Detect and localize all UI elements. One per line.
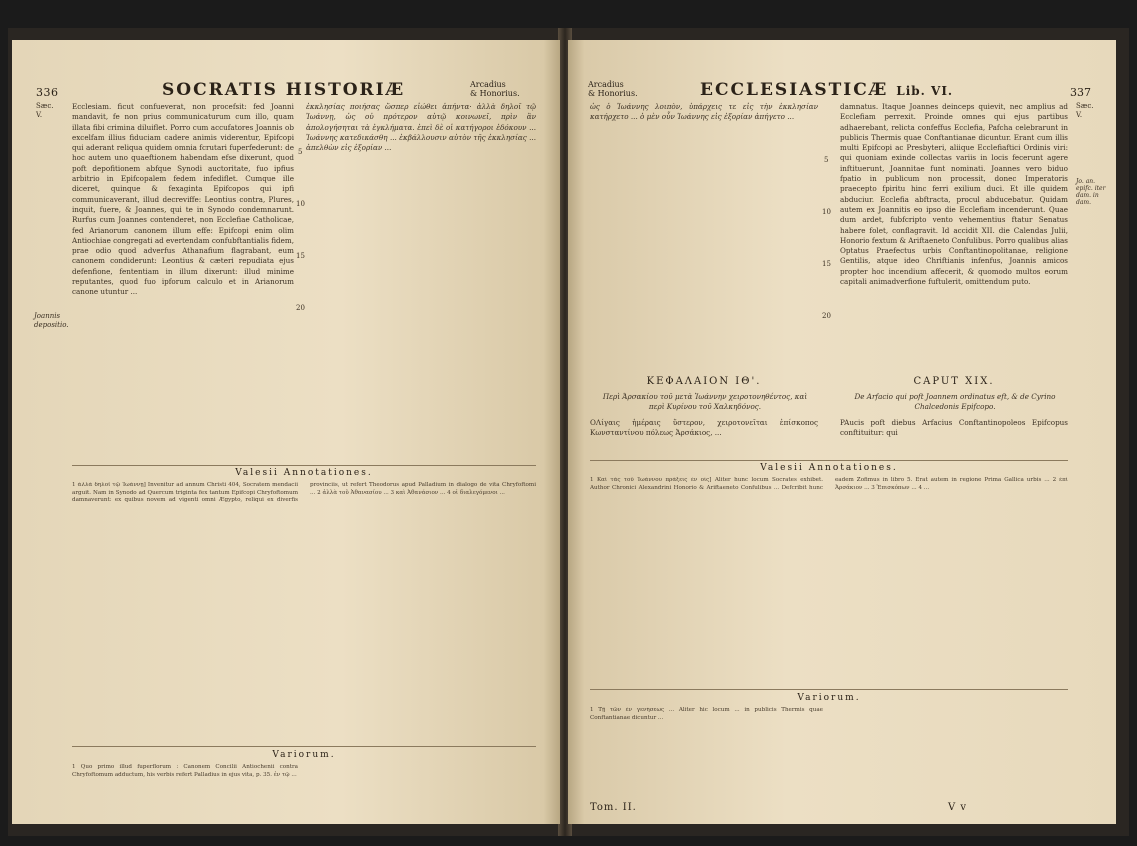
right-margin-note: Jo. an. epifc. iter dam. in dam. [1076, 178, 1106, 206]
chapter-greek-body: ΟΛίγαις ἡμέραις ὕστερον, χειροτονεῖται ἐπίσκοπος Κωνσταντίνου πόλεως Ἀρσάκιος, ... [590, 418, 818, 438]
right-page-title [700, 80, 953, 100]
left-tag-line1: Arcadius [470, 80, 506, 89]
line-number-15: 15 [296, 252, 305, 260]
right-saec-label: Sæc. [1076, 102, 1094, 110]
right-variorum-title: Variorum. [797, 693, 861, 703]
line-number-5: 5 [298, 148, 303, 156]
left-notes-text: 1 ἀλλὰ δηλοῖ τῷ Ἰωάννῃ] Invenitur ad annum Christi 404, Socratem mendacii arguit. Nam in Synodo ad Quercum triginta fex tantum Epifcopi Chryfoftomum damnaverunt: ex quibus novem ad vigenti omni Ægypto, reliqui ex diverfis provinciis, ut refert Theodorus apud Palladium in dialogo de vita Chryfoftomi ... 2 ἀλλὰ τοῦ Ἀθανασίου ... 3 καὶ Ἀθανάσιον ... 4 οἱ διαλεγόμενοι ... [72, 482, 536, 504]
right-title-text: ECCLESIASTICÆ [700, 80, 889, 100]
left-v-label: V. [36, 111, 43, 119]
left-greek-text: ἐκκλησίας ποιήσας ὥσπερ εἰώθει ἀπήντα· ἀλλὰ δηλοῖ τῷ Ἰωάννῃ, ὡς οὐ πρότερον αὐτῷ κοινωνεῖ, πρὶν ἂν ἀπολογήσηται τὰ ἐγκλήματα. ἐπεὶ δὲ οἱ κατήγοροι ἐδόκουν ... Ἰωάννης κατεδικάσθη ... ἐκβάλλουσιν αὐτὸν τῆς ἐκκλησίας ... ἀπελθὼν εἰς ἐξορίαν ... [306, 102, 536, 153]
left-right-tag [470, 80, 520, 98]
right-notes-text: 1 Καὶ τὰς τοῦ Ἰωάννου πράξεις ἐν οἷς] Aliter hunc locum Socrates exhibet. Author Chronici Alexandrini Honorio & Ariftaeneto Confulibus ... Defcribit hunc eadem Zofimus in libro 5. Erat autem in regione Prima Gallica urbis ... 2 ἐπὶ Ἀρσάκιον ... 3 Ἐπισκόπων ... 4 ... [590, 477, 1068, 491]
right-margin-saec [1076, 102, 1094, 120]
right-page-number: 337 [1070, 86, 1091, 99]
right-greek-column [590, 102, 818, 372]
left-latin-column [72, 102, 294, 462]
footer-volume: Tom. II. [590, 802, 637, 813]
right-notes-rule [590, 460, 1068, 461]
right-notes-title: Valesii Annotationes. [760, 463, 898, 473]
left-latin-text: Ecclesiam. ficut confueverat, non procefsit: fed Joanni mandavit, fe non prius communicaturum cum illo, quam illata fibi crimina diluiflet. Porro cum accufatores Joannis ob excelfam illius fiduciam cadere animis viderentur, Epifcopi qui aderant reliqua quidem omnia fcrutari fuperfederunt: de hoc autem uno quaeftionem habendam efse dixerunt, quod poft depofitionem abfque Synodi auctoritate, fuo ipfius arbitrio in Epifcopalem fedem infediflet. Cumque ille diceret, quinque & fexaginta Epifcopos qui ipfi communicaverant, illud decreviffe: Leontius contra, Plures, inquit, fuere, & Joannes, qui te in Synodo condemnarunt. Rurfus cum Joannes contenderet, non Ecclefiae Catholicae, fed Arianorum canonem illum effe: Epifcopi enim olim Antiochiae congregati ad evertendam confubftantialis fidem, prae odio quod adverfus Athanafium flagrabant, eum canonem condiderunt: Leontius & cæteri repudiata ejus defenfione, fententiam in illum dixerunt: illud minime reputantes, quod fuo ipforum calculo et in Arianorum canone utuntur ... [72, 102, 294, 297]
open-book [8, 28, 1129, 836]
left-greek-column [306, 102, 536, 462]
left-variorum-rule [72, 746, 536, 747]
line-number-20: 20 [296, 304, 305, 312]
left-saec-label: Sæc. [36, 102, 54, 110]
right-line-number-5: 5 [824, 156, 829, 164]
right-latin-column [840, 102, 1068, 372]
footer-signature: V v [948, 802, 968, 813]
right-left-tag [588, 80, 638, 98]
left-page-number: 336 [36, 86, 59, 99]
right-latin-text: damnatus. Itaque Joannes deinceps quievit, nec amplius ad Ecclefiam perrexit. Proinde omnes qui ejus partibus adhaerebant, relicta confeffus Ecclefia, Pafcha celebrarunt in publicis Thermis quae Conftantianae dicuntur. Erant cum illis multi Epifcopi ac Presbyteri, aliique Ecclefiaftici Ordinis viri: qui quoniam exinde collectas variis in locis fecerunt agere inftituerunt, Joannitae funt nominati. Joannes vero biduo fpatio in publicum non processit, donec Imperatoris praecepto fpiritu hinc ferri exilium duci. Et ille quidem abduciur. Ecclefia abftracta, procul abducebatur. Quidam autem ex Joannitis eo ipso die Ecclefiam incenderunt. Quae dum ardet, fubfcripto vento vehementius ftatur Senatus habere folet, conflagravit. Id accidit XII. die Calendas Julii, Honorio fextum & Ariftaeneto Confulibus. Porro qualibus alias Optatus Praefectus urbis Conftantinopolitanae, religione Gentilis, atque ideo Chriftianis infenfus, Joannis amicos propter hoc incendium affecerit, & quomodo multos eorum capitali animadverfione fuftulerit, omittendum puto. [840, 102, 1068, 287]
left-notes-rule [72, 465, 536, 466]
line-number-10: 10 [296, 200, 305, 208]
right-line-number-20: 20 [822, 312, 831, 320]
left-running-head [36, 86, 59, 99]
left-margin-saec [36, 102, 54, 120]
right-v-label: V. [1076, 111, 1083, 119]
right-line-number-10: 10 [822, 208, 831, 216]
left-page-title: SOCRATIS HISTORIÆ [162, 80, 406, 100]
right-book-label: Lib. VI. [896, 84, 954, 98]
right-variorum-text: 1 Τῇ τῶν ἐν γενήσεως ... Aliter hic locum ... in publicis Thermis quae Conftantianae dicuntur ... [590, 707, 823, 721]
right-line-number-15: 15 [822, 260, 831, 268]
chapter-latin-heading: CAPUT XIX. [913, 376, 995, 387]
left-page [12, 40, 560, 824]
right-greek-text: ὡς ὁ Ἰωάννης λοιπὸν, ὑπάρχεις τε εἰς τὴν ἐκκλησίαν κατήρχετο ... ὁ μὲν οὖν Ἰωάννης εἰς ἐξορίαν ἀπήγετο ... [590, 102, 818, 122]
chapter-greek-heading: ΚΕΦΑΛΑΙΟΝ ΙΘ'. [646, 376, 762, 387]
left-variorum-text: 1 Quo primo illud fuperflorum : Canonem Concilii Antiochenii contra Chryfoftomum adductum, his verbis refert Palladius in ejus vita, p. 35. ἐν τῷ ... [72, 764, 298, 778]
left-tag-line2: & Honorius. [470, 89, 520, 98]
right-tag-line1: Arcadius [588, 80, 624, 89]
chapter-latin-subtitle: De Arfacio qui poft Joannem ordinatus eft, & de Cyrino Chalcedonis Epifcopo. [854, 392, 1056, 412]
chapter-greek-subtitle: Περὶ Ἀρσακίου τοῦ μετὰ Ἰωάννην χειροτονηθέντος, καὶ περὶ Κυρίνου τοῦ Χαλκηδόνος. [602, 392, 808, 412]
left-notes-title: Valesii Annotationes. [235, 468, 373, 478]
right-tag-line2: & Honorius. [588, 89, 638, 98]
right-page [568, 40, 1116, 824]
left-variorum-title: Variorum. [272, 750, 336, 760]
right-variorum-rule [590, 689, 1068, 690]
chapter-latin-body: PAucis poft diebus Arfacius Conftantinopoleos Epifcopus conftituitur: qui [840, 418, 1068, 438]
left-margin-note: Joannis depositio. [34, 312, 69, 329]
